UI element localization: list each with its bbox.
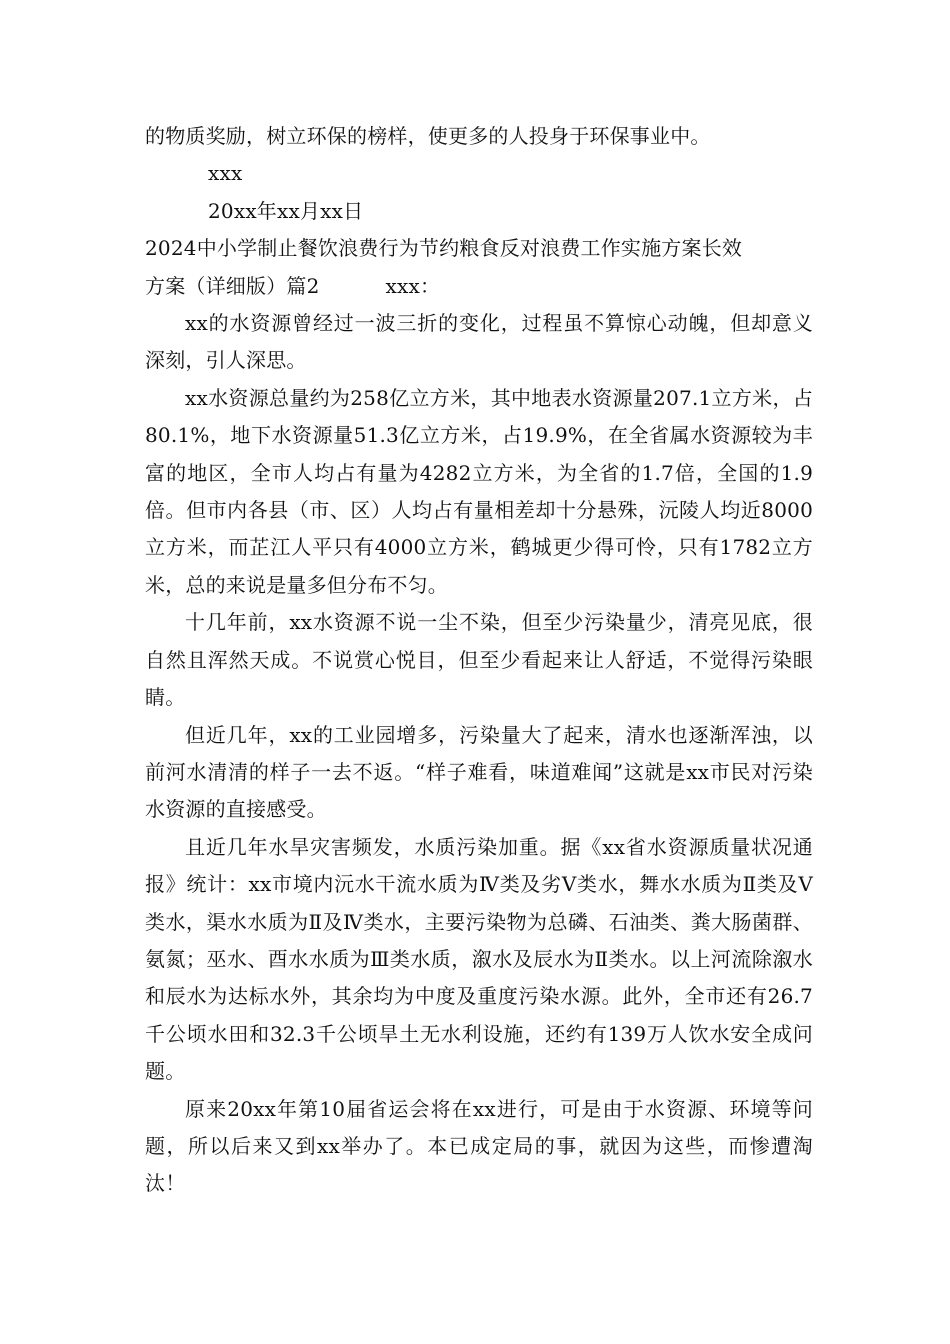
carryover-line: 的物质奖励，树立环保的榜样，使更多的人投身于环保事业中。 — [145, 124, 711, 148]
paragraph-5: 且近几年水旱灾害频发，水质污染加重。据《xx省水资源质量状况通报》统计：xx市境内沅水干流水质为Ⅳ类及劣Ⅴ类水，舞水水质为Ⅱ类及Ⅴ类水，渠水水质为Ⅱ及Ⅳ类水，主要污染物为总磷、石油类、粪大肠菌群、氨氮；巫水、酉水水质为Ⅲ类水质，溆水及辰水为Ⅱ类水。以上河流除溆水和辰水为达标水外，其余均为中度及重度污染水源。此外，全市还有26.7千公顷水田和32.3千公顷旱土无水利设施，还约有139万人饮水安全成问题。 — [145, 834, 813, 1084]
salutation: xxx： — [385, 273, 441, 298]
paragraph-1: xx的水资源曾经过一波三折的变化，过程虽不算惊心动魄，但却意义深刻，引人深思。 — [145, 311, 813, 373]
signature-date: 20xx年xx月xx日 — [208, 198, 364, 223]
section-heading — [145, 230, 813, 305]
paragraph-2: xx水资源总量约为258亿立方米，其中地表水资源量207.1立方米，占80.1%，地下水资源量51.3亿立方米，占19.9%，在全省属水资源较为丰富的地区，全市人均占有量为4282立方米，为全省的1.7倍，全国的1.9倍。但市内各县（市、区）人均占有量相差却十分悬殊，沅陵人均近8000立方米，而芷江人平只有4000立方米，鹤城更少得可怜，只有1782立方米，总的来说是量多但分布不匀。 — [145, 385, 813, 597]
paragraph-6: 原来20xx年第10届省运会将在xx进行，可是由于水资源、环境等问题，所以后来又到xx举办了。本已成定局的事，就因为这些，而惨遭淘汰！ — [145, 1096, 813, 1196]
paragraph-3: 十几年前，xx水资源不说一尘不染，但至少污染量少，清亮见底，很自然且浑然天成。不说赏心悦目，但至少看起来让人舒适，不觉得污染眼睛。 — [145, 610, 813, 710]
document-body — [145, 118, 813, 1203]
signature-name: xxx — [208, 161, 243, 186]
paragraph-4: 但近几年，xx的工业园增多，污染量大了起来，清水也逐渐浑浊，以前河水清清的样子一去不返。“样子难看，味道难闻”这就是xx市民对污染水资源的直接感受。 — [145, 722, 813, 822]
section-heading-line1: 2024中小学制止餐饮浪费行为节约粮食反对浪费工作实施方案长效 — [145, 236, 743, 261]
section-heading-line2 — [145, 268, 813, 305]
section-heading-line2-text: 方案（详细版）篇2 — [145, 273, 320, 298]
